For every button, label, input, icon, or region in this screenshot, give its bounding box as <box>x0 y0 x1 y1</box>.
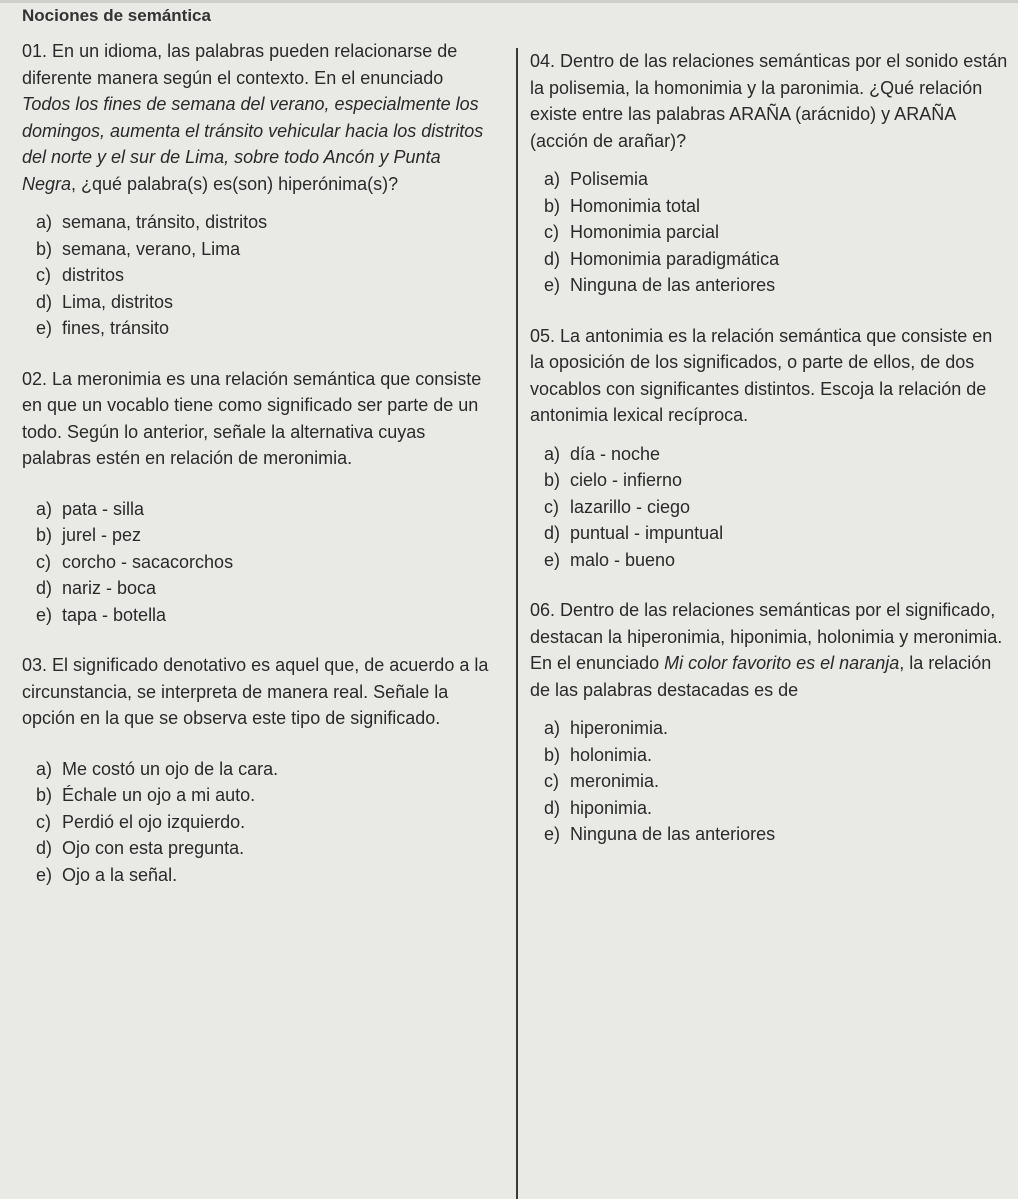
option-text: Ojo con esta pregunta. <box>62 838 245 858</box>
option-letter: a) <box>544 443 561 464</box>
option-letter: d) <box>544 523 561 543</box>
option-b[interactable] <box>22 236 492 263</box>
option-letter: b) <box>36 525 53 545</box>
question-number: 06. <box>530 600 556 620</box>
option-letter: e) <box>544 275 561 295</box>
option-letter: b) <box>544 470 561 490</box>
option-text: lazarillo - ciego <box>570 496 691 517</box>
option-b[interactable] <box>530 193 1010 220</box>
question-stem <box>22 366 492 472</box>
option-text: malo - bueno <box>570 549 676 570</box>
option-letter: a) <box>36 758 53 779</box>
option-letter: c) <box>36 551 51 572</box>
options-list <box>22 209 492 342</box>
option-letter: b) <box>36 238 53 259</box>
option-text: Échale un ojo a mi auto. <box>62 785 256 805</box>
option-letter: c) <box>544 496 559 517</box>
option-d[interactable] <box>530 795 1010 822</box>
option-c[interactable] <box>22 549 492 576</box>
option-a[interactable] <box>22 209 492 236</box>
option-letter: d) <box>36 578 53 598</box>
option-d[interactable] <box>22 289 492 316</box>
question-06 <box>530 597 1010 848</box>
option-e[interactable] <box>22 862 492 889</box>
option-letter: a) <box>36 212 53 232</box>
option-text: semana, tránsito, distritos <box>62 212 268 232</box>
question-stem <box>530 323 1010 429</box>
stem-italic-text: Todos los fines de semana del verano, especialmente los domingos, aumenta el tránsito vehicular hacia los distritos del norte y el sur de Lima, sobre todo Ancón y Punta Negra <box>22 94 484 194</box>
question-stem <box>530 48 1010 154</box>
question-01 <box>22 38 492 342</box>
option-letter: d) <box>544 797 561 818</box>
option-c[interactable] <box>22 262 492 289</box>
option-text: meronimia. <box>570 771 660 791</box>
option-a[interactable] <box>530 166 1010 193</box>
question-number: 04. <box>530 51 556 71</box>
option-d[interactable] <box>530 246 1010 273</box>
option-text: Ninguna de las anteriores <box>570 824 776 844</box>
page-title: Nociones de semántica <box>22 6 211 25</box>
options-list <box>530 441 1010 574</box>
option-text: puntual - impuntual <box>570 523 724 543</box>
stem-text: La antonimia es la relación semántica que consiste en la oposición de los significados, o parte de ellos, de dos vocablos con significantes distintos. Escoja la relación de antonimia lexical recíproca. <box>530 325 993 425</box>
question-number: 01. <box>22 41 48 61</box>
stem-text: Dentro de las relaciones semánticas por el significado, destacan la hiperonimia, hiponimia, holonimia y meronimia. En el enunciado <box>530 600 1003 673</box>
option-b[interactable] <box>22 782 492 809</box>
option-letter: c) <box>544 771 559 791</box>
option-letter: a) <box>544 169 561 189</box>
column-divider <box>516 48 518 1199</box>
option-text: fines, tránsito <box>62 318 170 338</box>
option-letter: d) <box>36 291 53 312</box>
stem-text: En un idioma, las palabras pueden relacionarse de diferente manera según el contexto. En el enunciado <box>22 41 458 88</box>
options-list <box>22 756 492 889</box>
option-text: semana, verano, Lima <box>62 238 241 259</box>
option-text: nariz - boca <box>62 578 157 598</box>
option-letter: e) <box>544 824 561 844</box>
option-text: hiperonimia. <box>570 718 669 738</box>
option-b[interactable] <box>22 522 492 549</box>
option-text: cielo - infierno <box>570 470 683 490</box>
option-text: Homonimia paradigmática <box>570 248 780 269</box>
stem-text: El significado denotativo es aquel que, de acuerdo a la circunstancia, se interpreta de manera real. Señale la opción en la que se observa este tipo de significado. <box>22 655 489 728</box>
option-letter: b) <box>544 195 561 216</box>
option-text: jurel - pez <box>62 525 142 545</box>
option-a[interactable] <box>530 715 1010 742</box>
question-number: 05. <box>530 325 556 346</box>
option-text: Homonimia parcial <box>570 222 720 242</box>
option-letter: e) <box>36 604 53 625</box>
option-letter: e) <box>36 864 53 885</box>
option-b[interactable] <box>530 742 1010 769</box>
option-text: Homonimia total <box>570 195 701 216</box>
stem-italic-text: Mi color favorito es el naranja <box>664 653 900 673</box>
question-stem <box>22 38 492 197</box>
option-text: Perdió el ojo izquierdo. <box>62 811 246 832</box>
option-letter: c) <box>36 811 51 832</box>
option-e[interactable] <box>530 547 1010 574</box>
question-04 <box>530 48 1010 299</box>
option-letter: a) <box>36 498 53 519</box>
option-text: distritos <box>62 265 125 285</box>
option-text: Polisemia <box>570 169 649 189</box>
question-number: 02. <box>22 368 48 389</box>
option-text: Lima, distritos <box>62 291 174 312</box>
option-e[interactable] <box>530 272 1010 299</box>
option-letter: c) <box>544 222 559 242</box>
option-text: Ninguna de las anteriores <box>570 275 776 295</box>
left-column <box>22 38 492 888</box>
option-text: día - noche <box>570 443 661 464</box>
option-text: hiponimia. <box>570 797 653 818</box>
option-d[interactable] <box>22 835 492 862</box>
option-text: pata - silla <box>62 498 145 519</box>
option-letter: e) <box>544 549 561 570</box>
options-list <box>22 496 492 629</box>
option-letter: e) <box>36 318 53 338</box>
options-list <box>530 715 1010 848</box>
option-e[interactable] <box>530 821 1010 848</box>
option-b[interactable] <box>530 467 1010 494</box>
option-letter: a) <box>544 718 561 738</box>
question-stem <box>530 597 1010 703</box>
top-edge <box>0 0 1018 3</box>
question-05 <box>530 323 1010 574</box>
option-e[interactable] <box>22 602 492 629</box>
option-c[interactable] <box>530 219 1010 246</box>
option-text: Ojo a la señal. <box>62 864 178 885</box>
option-letter: c) <box>36 265 51 285</box>
option-text: tapa - botella <box>62 604 167 625</box>
option-letter: b) <box>544 744 561 765</box>
options-list <box>530 166 1010 299</box>
option-e[interactable] <box>22 315 492 342</box>
option-text: holonimia. <box>570 744 653 765</box>
question-03 <box>22 652 492 888</box>
stem-text-end: , la relación de las palabras destacadas es de <box>530 653 992 700</box>
stem-text-end: , ¿qué palabra(s) es(son) hiperónima(s)? <box>71 173 399 194</box>
option-letter: d) <box>544 248 561 269</box>
option-c[interactable] <box>530 768 1010 795</box>
option-a[interactable] <box>22 756 492 783</box>
option-a[interactable] <box>22 496 492 523</box>
option-letter: d) <box>36 838 53 858</box>
option-d[interactable] <box>22 575 492 602</box>
option-letter: b) <box>36 785 53 805</box>
option-c[interactable] <box>22 809 492 836</box>
option-d[interactable] <box>530 520 1010 547</box>
right-column <box>530 48 1010 848</box>
option-a[interactable] <box>530 441 1010 468</box>
option-text: corcho - sacacorchos <box>62 551 234 572</box>
question-stem <box>22 652 492 732</box>
question-number: 03. <box>22 655 48 675</box>
option-c[interactable] <box>530 494 1010 521</box>
stem-text: La meronimia es una relación semántica que consiste en que un vocablo tiene como significado ser parte de un todo. Según lo anterior, señale la alternativa cuyas palabras estén en relación de meronimia. <box>22 368 482 468</box>
option-text: Me costó un ojo de la cara. <box>62 758 279 779</box>
question-02 <box>22 366 492 629</box>
stem-text: Dentro de las relaciones semánticas por el sonido están la polisemia, la homonimia y la paronimia. ¿Qué relación existe entre las palabras ARAÑA (arácnido) y ARAÑA (acción de arañar)? <box>530 51 1008 151</box>
